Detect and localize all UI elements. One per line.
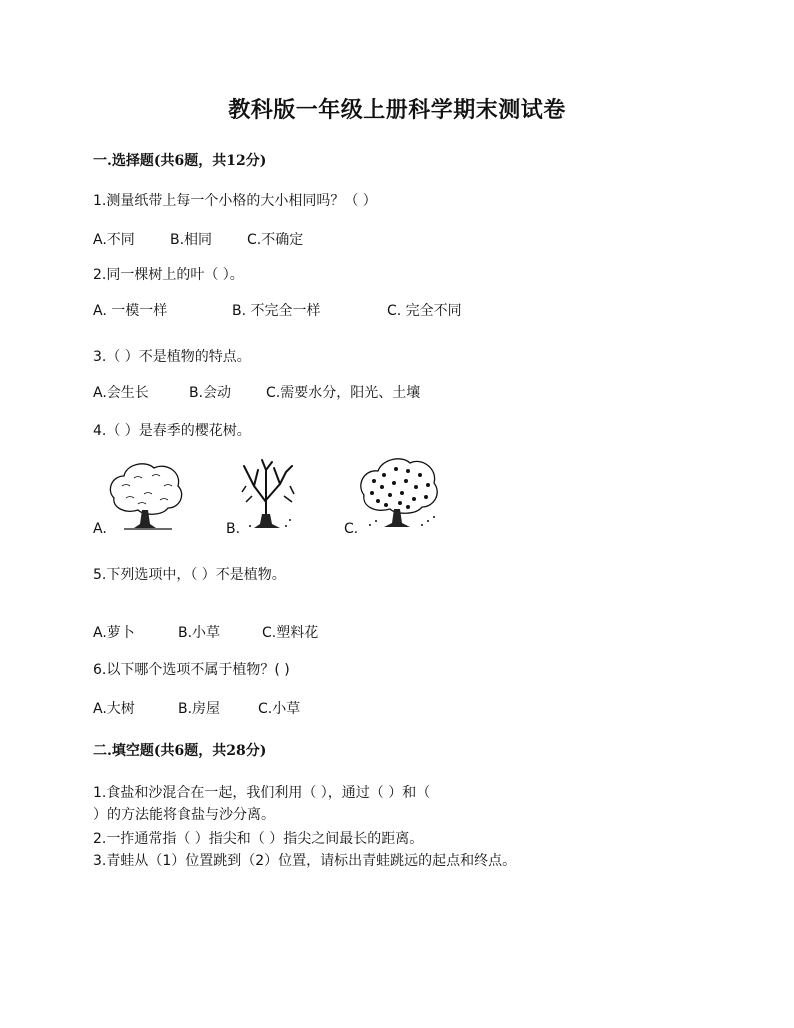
question-1-stem: 1.测量纸带上每一个小格的大小相同吗？（ ） [93,193,377,209]
question-2-option-c[interactable]: C. 完全不同 [387,303,462,319]
question-3-option-a[interactable]: A.会生长 [93,385,149,401]
page-title: 教科版一年级上册科学期末测试卷 [228,97,566,123]
fill-question-1-line-2: ）的方法能将食盐与沙分离。 [93,807,275,823]
section-fill-heading: 二.填空题(共6题，共28分) [93,743,267,759]
fill-question-2: 2.一拃通常指（ ）指尖和（ ）指尖之间最长的距离。 [93,831,424,847]
leafy-tree-icon[interactable] [104,458,188,532]
question-2-stem: 2.同一棵树上的叶（ ）。 [93,267,244,283]
question-6-option-a[interactable]: A.大树 [93,701,135,717]
question-1-option-a[interactable]: A.不同 [93,232,135,248]
question-4-stem: 4.（ ）是春季的樱花树。 [93,423,251,439]
question-5-option-b[interactable]: B.小草 [178,625,221,641]
fill-question-3: 3.青蛙从（1）位置跳到（2）位置，请标出青蛙跳远的起点和终点。 [93,853,517,869]
question-3-option-c[interactable]: C.需要水分，阳光、土壤 [266,385,421,401]
question-6-option-c[interactable]: C.小草 [258,701,301,717]
question-2-option-b[interactable]: B. 不完全一样 [232,303,321,319]
question-3-stem: 3.（ ）不是植物的特点。 [93,349,251,365]
question-5-option-a[interactable]: A.萝卜 [93,625,135,641]
question-2-option-a[interactable]: A. 一模一样 [93,303,168,319]
question-3-option-b[interactable]: B.会动 [189,385,232,401]
question-5-stem: 5.下列选项中，（ ）不是植物。 [93,567,286,583]
blossom-tree-icon[interactable] [356,455,442,533]
bare-tree-icon[interactable] [238,456,298,532]
question-5-option-c[interactable]: C.塑料花 [262,625,319,641]
question-4-option-c[interactable]: C. [344,521,359,537]
question-4-option-a[interactable]: A. [93,521,107,537]
question-1-option-b[interactable]: B.相同 [170,232,213,248]
question-4-option-b[interactable]: B. [226,521,241,537]
section-choice-heading: 一.选择题(共6题，共12分) [93,153,267,169]
question-6-stem: 6.以下哪个选项不属于植物？( ) [93,662,290,678]
question-6-option-b[interactable]: B.房屋 [178,701,221,717]
fill-question-1-line-1: 1.食盐和沙混合在一起，我们利用（ ），通过（ ）和（ [93,785,431,801]
question-1-option-c[interactable]: C.不确定 [247,232,304,248]
